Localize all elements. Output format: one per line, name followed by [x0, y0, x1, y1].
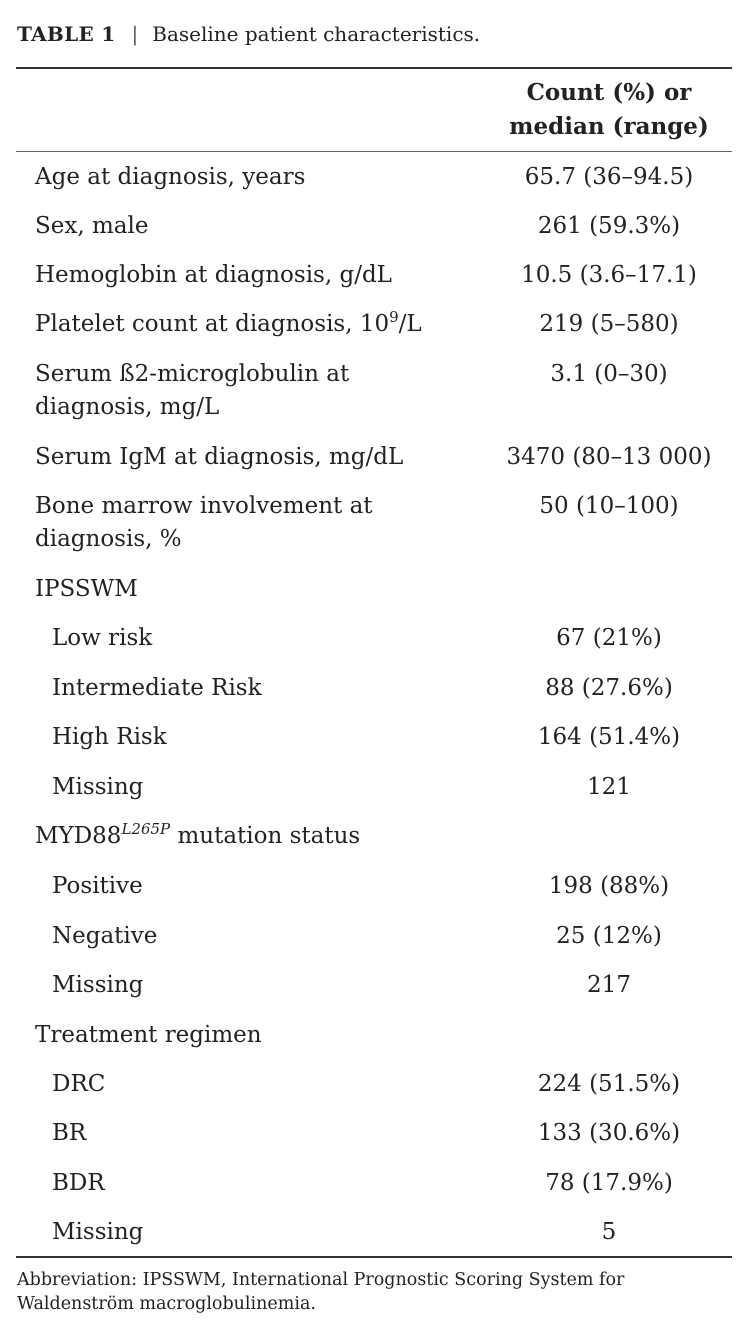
- row-label: BDR: [52, 1170, 105, 1196]
- row-label: DRC: [52, 1071, 106, 1097]
- table-label: TABLE 1: [17, 22, 116, 46]
- row-value: 67 (21%): [556, 625, 662, 651]
- row-label: BR: [52, 1120, 87, 1146]
- row-label: Positive: [52, 873, 143, 899]
- row-value: 198 (88%): [548, 873, 670, 899]
- bottom-rule: [16, 1256, 732, 1258]
- row-value: 50 (10–100): [539, 493, 679, 519]
- row-label: Missing: [52, 774, 144, 800]
- row-value: 3.1 (0–30): [550, 361, 668, 387]
- column-header-line2: median (range): [509, 113, 709, 140]
- footnote-line2: Waldenström macroglobulinemia.: [17, 1294, 316, 1314]
- caption-separator: |: [131, 22, 139, 46]
- section-label: Treatment regimen: [35, 1022, 262, 1048]
- row-label: Serum ß2-microglobulin at diagnosis, mg/L: [35, 361, 350, 420]
- table-caption: [17, 22, 480, 46]
- section-label: $MYD88^{L265P}$ mutation status: [35, 820, 361, 849]
- row-label: Age at diagnosis, years: [35, 164, 306, 190]
- table-footnote: [17, 1268, 733, 1316]
- row-value: 219 (5–580): [539, 311, 679, 337]
- row-value: 5: [601, 1219, 617, 1245]
- top-rule: [16, 67, 732, 69]
- row-label: Low risk: [52, 625, 153, 651]
- row-value: 224 (51.5%): [537, 1071, 681, 1097]
- row-value: 10.5 (3.6–17.1): [521, 262, 697, 288]
- footnote-line1: Abbreviation: IPSSWM, International Prognostic Scoring System for: [17, 1270, 625, 1290]
- row-value: 78 (17.9%): [545, 1170, 673, 1196]
- column-header-line1: Count (%) or: [526, 79, 692, 106]
- row-label: Bone marrow involvement at diagnosis, %: [35, 493, 373, 552]
- row-value: 25 (12%): [556, 923, 662, 949]
- table-title: Baseline patient characteristics.: [152, 22, 481, 46]
- row-label: Missing: [52, 972, 144, 998]
- column-header-value: [480, 76, 738, 144]
- row-label: Intermediate Risk: [52, 675, 262, 701]
- row-value: 3470 (80–13 000): [506, 444, 712, 470]
- row-label: Missing: [52, 1219, 144, 1245]
- row-value: 88 (27.6%): [545, 675, 673, 701]
- row-value: 65.7 (36–94.5): [524, 164, 694, 190]
- row-value: 261 (59.3%): [537, 213, 681, 239]
- row-value: 121: [587, 774, 631, 800]
- row-value: 133 (30.6%): [537, 1120, 681, 1146]
- row-label: Hemoglobin at diagnosis, g/dL: [35, 262, 392, 288]
- row-value: 164 (51.4%): [537, 724, 681, 750]
- row-label: Platelet count at diagnosis, $10^9/L$: [35, 308, 422, 337]
- row-label: Negative: [52, 923, 158, 949]
- row-label: High Risk: [52, 724, 167, 750]
- section-label: IPSSWM: [35, 576, 138, 602]
- row-label: Serum IgM at diagnosis, mg/dL: [35, 444, 404, 470]
- row-label: Sex, male: [35, 213, 149, 239]
- row-value: 217: [587, 972, 631, 998]
- header-rule: [16, 151, 732, 152]
